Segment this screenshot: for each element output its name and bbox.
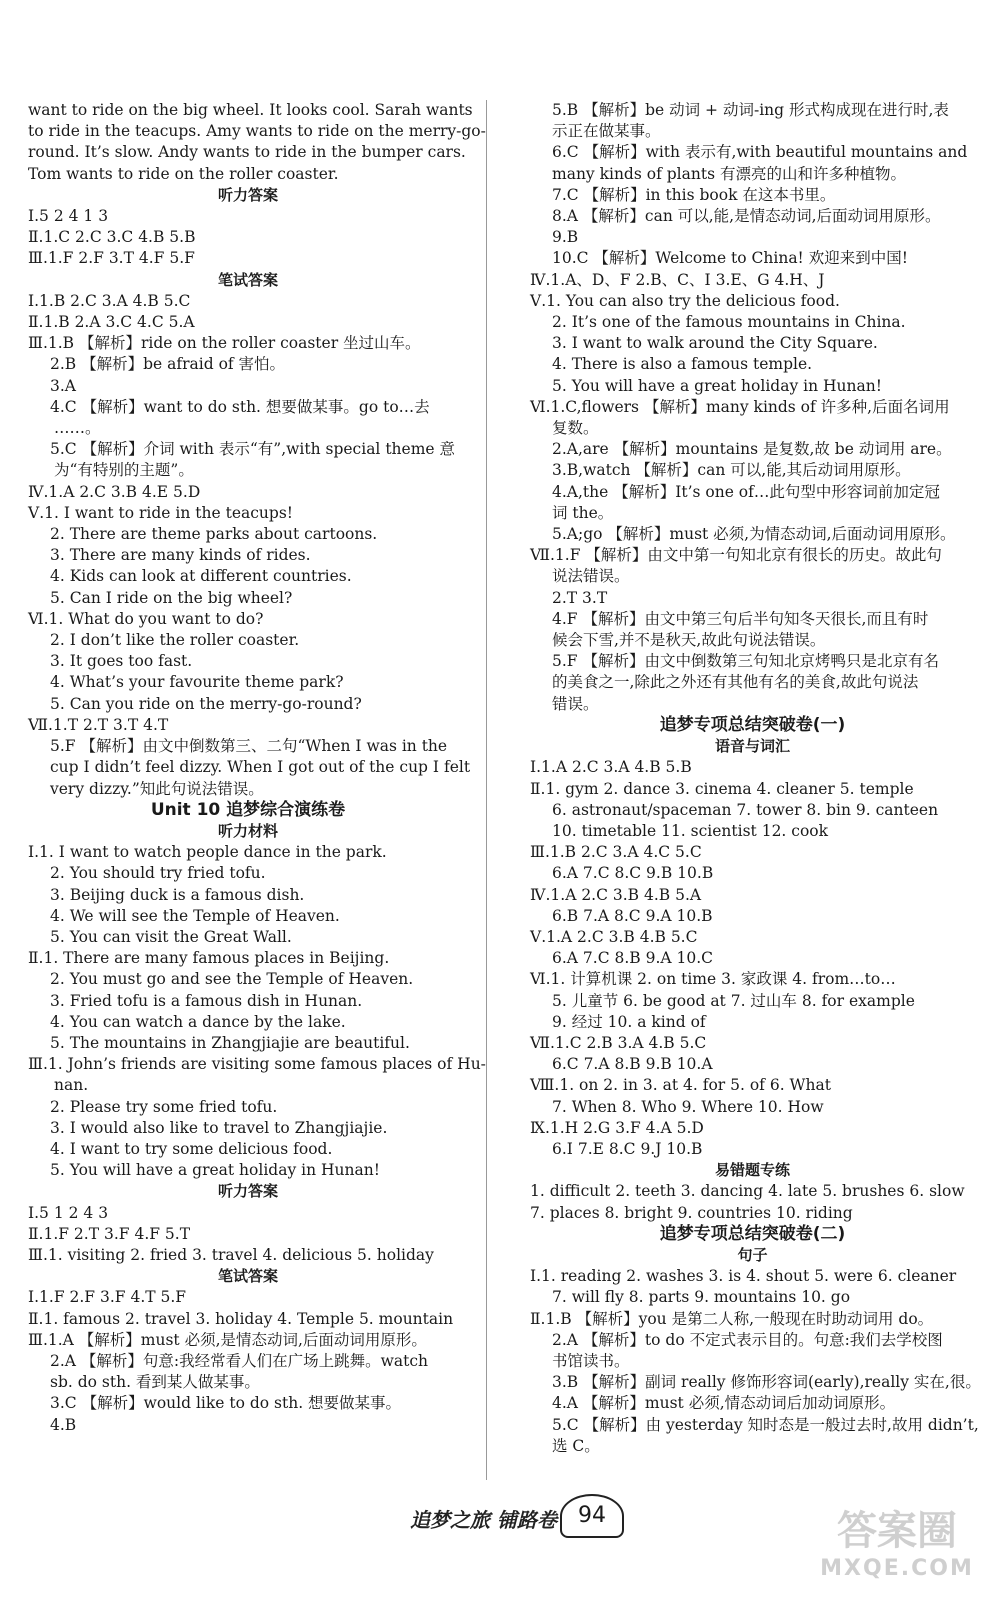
answer-line: Ⅲ.1. visiting 2. fried 3. travel 4. delicious 5. holiday (28, 1245, 434, 1264)
answer-line: Ⅴ.1.A 2.C 3.B 4.B 5.C (530, 927, 698, 946)
answer-line: 6.B 7.A 8.C 9.A 10.B (552, 906, 713, 925)
section-heading: 易错题专练 (714, 1161, 790, 1180)
answer-line: 6.I 7.E 8.C 9.J 10.B (552, 1139, 703, 1158)
answer-line: 候会下雪,并不是秋天,故此句说法错误。 (552, 631, 826, 650)
answer-line: Tom wants to ride on the roller coaster. (28, 164, 339, 183)
answer-line: Ⅰ.5 1 2 4 3 (28, 1203, 109, 1222)
answer-line: 5. The mountains in Zhangjiajie are beautiful. (50, 1033, 410, 1052)
answer-line: 为“有特别的主题”。 (54, 461, 194, 480)
answer-line: 9.B (552, 228, 579, 247)
answer-line: 7. When 8. Who 9. Where 10. How (552, 1097, 824, 1116)
answer-line: Ⅵ.1.C,flowers 【解析】many kinds of 许多种,后面名词用 (530, 397, 950, 416)
answer-line: 3. Beijing duck is a famous dish. (50, 885, 305, 904)
answer-line: to ride in the teacups. Amy wants to ride on the merry-go- (28, 122, 486, 141)
section-heading: 句子 (737, 1245, 768, 1264)
answer-line: 6.C 【解析】with 表示有,with beautiful mountains and (552, 143, 968, 162)
section-heading: 笔试答案 (217, 1267, 278, 1286)
answer-line: 2.B 【解析】be afraid of 害怕。 (50, 355, 286, 374)
answer-line: 6.C 7.A 8.B 9.B 10.A (552, 1055, 713, 1074)
answer-line: ……。 (54, 419, 101, 438)
answer-line: 4. We will see the Temple of Heaven. (50, 906, 340, 925)
answer-line: 示正在做某事。 (552, 122, 661, 141)
answer-line: 5.C 【解析】由 yesterday 知时态是一般过去时,故用 didn’t, (552, 1415, 979, 1434)
answer-line: 2. It’s one of the famous mountains in China. (552, 313, 906, 332)
answer-line: Ⅱ.1.B 2.A 3.C 4.C 5.A (28, 313, 195, 332)
answer-line: 4.B (50, 1415, 77, 1434)
answer-line: many kinds of plants 有漂亮的山和许多种植物。 (552, 164, 906, 183)
answer-line: Ⅱ.1. gym 2. dance 3. cinema 4. cleaner 5. temple (530, 779, 914, 798)
answer-line: 5.A;go 【解析】must 必须,为情态动词,后面动词用原形。 (552, 525, 956, 544)
answer-line: very dizzy.”知此句说法错误。 (50, 779, 264, 798)
section-heading: Unit 10 追梦综合演练卷 (150, 799, 346, 820)
answer-line: 5. Can you ride on the merry-go-round? (50, 694, 362, 713)
section-heading: 听力答案 (217, 185, 278, 204)
answer-line: Ⅲ.1.B 【解析】ride on the roller coaster 坐过山车。 (28, 334, 421, 353)
answer-line: 7.C 【解析】in this book 在这本书里。 (552, 185, 836, 204)
watermark (812, 1506, 982, 1592)
answer-line: 3. It goes too fast. (50, 652, 193, 671)
answer-line: 4. Kids can look at different countries. (50, 567, 352, 586)
page-number: 94 (560, 1494, 624, 1538)
section-heading: 笔试答案 (217, 270, 278, 289)
answer-line: sb. do sth. 看到某人做某事。 (50, 1373, 260, 1392)
answer-line: 3.B,watch 【解析】can 可以,能,其后动词用原形。 (552, 461, 911, 480)
answer-line: 复数。 (552, 419, 599, 438)
answer-line: 错误。 (552, 694, 599, 713)
answer-line: Ⅰ.1.A 2.C 3.A 4.B 5.B (530, 758, 692, 777)
answer-line: 4.A 【解析】must 必须,情态动词后加动词原形。 (552, 1394, 896, 1413)
answer-line: 9. 经过 10. a kind of (552, 1012, 706, 1031)
answer-line: 4. I want to try some delicious food. (50, 1139, 333, 1158)
answer-line: 5. You will have a great holiday in Hunan! (50, 1161, 380, 1180)
answer-line: 3. Fried tofu is a famous dish in Hunan. (50, 991, 363, 1010)
answer-line: 2. You should try fried tofu. (50, 864, 266, 883)
answer-line: Ⅳ.1.A、D、F 2.B、C、I 3.E、G 4.H、J (530, 270, 825, 289)
answer-line: Ⅲ.1.A 【解析】must 必须,是情态动词,后面动词用原形。 (28, 1330, 427, 1349)
answer-line: 说法错误。 (552, 567, 630, 586)
answer-line: 2. There are theme parks about cartoons. (50, 525, 378, 544)
answer-line: 10.C 【解析】Welcome to China! 欢迎来到中国! (552, 249, 908, 268)
answer-line: 5.B 【解析】be 动词 + 动词-ing 形式构成现在进行时,表 (552, 101, 949, 119)
answer-line: 3. I would also like to travel to Zhangjiajie. (50, 1118, 388, 1137)
answer-line: 词 the。 (552, 503, 614, 522)
section-heading: 听力材料 (217, 821, 278, 840)
answer-line: Ⅶ.1.C 2.B 3.A 4.B 5.C (530, 1033, 707, 1052)
column-divider (486, 100, 487, 1480)
section-heading: 追梦专项总结突破卷(二) (659, 1223, 846, 1244)
answer-line: Ⅶ.1.T 2.T 3.T 4.T (28, 715, 169, 734)
answer-line: 3. I want to walk around the City Square. (552, 334, 878, 353)
answer-line: Ⅰ.1. reading 2. washes 3. is 4. shout 5. were 6. cleaner (530, 1267, 957, 1286)
answer-line: 3.B 【解析】副词 really 修饰形容词(early),really 实在,很。 (552, 1373, 981, 1392)
answer-line: Ⅷ.1. on 2. in 3. at 4. for 5. of 6. What (530, 1076, 831, 1095)
answer-line: 5. You can visit the Great Wall. (50, 927, 292, 946)
answer-line: 5. Can I ride on the big wheel? (50, 588, 293, 607)
answer-line: Ⅲ.1.F 2.F 3.T 4.F 5.F (28, 249, 195, 268)
answer-line: 5. 儿童节 6. be good at 7. 过山车 8. for example (552, 991, 915, 1010)
answer-line: 2. You must go and see the Temple of Heaven. (50, 970, 414, 989)
brand-logo: 追梦之旅 铺路卷 (410, 1508, 557, 1532)
answer-line: 2.A,are 【解析】mountains 是复数,故 be 动词用 are。 (552, 440, 952, 459)
section-heading: 追梦专项总结突破卷(一) (659, 714, 846, 735)
answer-line: 5.C 【解析】介词 with 表示“有”,with special theme 意 (50, 440, 455, 459)
answer-line: 4. You can watch a dance by the lake. (50, 1012, 346, 1031)
section-heading: 听力答案 (217, 1182, 278, 1201)
answer-line: Ⅱ.1.F 2.T 3.F 4.F 5.T (28, 1224, 191, 1243)
answer-line: 6.A 7.C 8.B 9.A 10.C (552, 949, 714, 968)
answer-line: 4. What’s your favourite theme park? (50, 673, 344, 692)
answer-line: 2. I don’t like the roller coaster. (50, 631, 300, 650)
answer-line: Ⅴ.1. You can also try the delicious food. (530, 291, 840, 310)
answer-line: Ⅵ.1. 计算机课 2. on time 3. 家政课 4. from…to… (530, 970, 896, 989)
watermark-url: MXQE.COM (820, 1556, 974, 1581)
answer-line: 7. will fly 8. parts 9. mountains 10. go (552, 1288, 851, 1307)
answer-line: Ⅰ.1.B 2.C 3.A 4.B 5.C (28, 291, 191, 310)
answer-line: Ⅱ.1.C 2.C 3.C 4.B 5.B (28, 228, 196, 247)
answer-line: Ⅲ.1.B 2.C 3.A 4.C 5.C (530, 843, 702, 862)
answer-line: 6. astronaut/spaceman 7. tower 8. bin 9. canteen (552, 800, 939, 819)
answer-line: 2.A 【解析】句意:我经常看人们在广场上跳舞。watch (50, 1351, 429, 1370)
answer-line: 8.A 【解析】can 可以,能,是情态动词,后面动词用原形。 (552, 207, 941, 226)
answer-line: 3.C 【解析】would like to do sth. 想要做某事。 (50, 1394, 402, 1413)
answer-line: Ⅲ.1. John’s friends are visiting some famous places of Hu- (28, 1055, 486, 1074)
watermark-logo: 答案圈 (837, 1508, 957, 1554)
answer-line: Ⅳ.1.A 2.C 3.B 4.B 5.A (530, 885, 702, 904)
answer-line: Ⅰ.1.F 2.F 3.F 4.T 5.F (28, 1288, 187, 1307)
page-footer (410, 1490, 650, 1550)
answer-line: Ⅱ.1. famous 2. travel 3. holiday 4. Temple 5. mountain (28, 1309, 454, 1328)
answer-line: 6.A 7.C 8.C 9.B 10.B (552, 864, 714, 883)
answer-line: Ⅱ.1. There are many famous places in Beijing. (28, 949, 390, 968)
answer-line: 3. There are many kinds of rides. (50, 546, 311, 565)
answer-line: Ⅰ.1. I want to watch people dance in the park. (28, 843, 387, 862)
answer-line: Ⅶ.1.F 【解析】由文中第一句知北京有很长的历史。故此句 (530, 546, 942, 565)
answer-line: 1. difficult 2. teeth 3. dancing 4. late 5. brushes 6. slow (530, 1182, 965, 1201)
left-column (28, 100, 486, 1436)
answer-line: 2.T 3.T (552, 588, 608, 607)
answer-line: round. It’s slow. Andy wants to ride in the bumper cars. (28, 143, 466, 162)
answer-line: Ⅳ.1.A 2.C 3.B 4.E 5.D (28, 482, 201, 501)
answer-line: Ⅴ.1. I want to ride in the teacups! (28, 503, 293, 522)
right-column (530, 100, 981, 1457)
answer-line: 4. There is also a famous temple. (552, 355, 813, 374)
answer-line: cup I didn’t feel dizzy. When I got out of the cup I felt (50, 758, 471, 777)
section-heading: 语音与词汇 (714, 737, 790, 756)
answer-line: 4.C 【解析】want to do sth. 想要做某事。go to…去 (50, 397, 430, 416)
answer-line: Ⅰ.5 2 4 1 3 (28, 207, 109, 226)
answer-line: want to ride on the big wheel. It looks cool. Sarah wants (28, 101, 473, 119)
answer-line: 4.A,the 【解析】It’s one of…此句型中形容词前加定冠 (552, 482, 940, 501)
answer-line: 选 C。 (552, 1436, 600, 1455)
answer-line: 5.F 【解析】由文中倒数第三、二句“When I was in the (50, 737, 448, 756)
answer-line: 2. Please try some fried tofu. (50, 1097, 278, 1116)
answer-line: Ⅱ.1.B 【解析】you 是第二人称,一般现在时助动词用 do。 (530, 1309, 934, 1328)
answer-line: 5. You will have a great holiday in Hunan! (552, 376, 882, 395)
answer-line: Ⅸ.1.H 2.G 3.F 4.A 5.D (530, 1118, 704, 1137)
answer-line: nan. (54, 1076, 89, 1095)
answer-line: 2.A 【解析】to do 不定式表示目的。句意:我们去学校图 (552, 1330, 943, 1349)
answer-line: 4.F 【解析】由文中第三句后半句知冬天很长,而且有时 (552, 609, 929, 628)
answer-line: 3.A (50, 376, 76, 395)
answer-line: 5.F 【解析】由文中倒数第三句知北京烤鸭只是北京有名 (552, 652, 939, 671)
answer-line: 书馆读书。 (552, 1351, 630, 1370)
answer-line: 10. timetable 11. scientist 12. cook (552, 821, 829, 840)
answer-line: 7. places 8. bright 9. countries 10. riding (530, 1203, 853, 1222)
answer-line: Ⅵ.1. What do you want to do? (28, 609, 264, 628)
answer-line: 的美食之一,除此之外还有其他有名的美食,故此句说法 (552, 673, 919, 692)
